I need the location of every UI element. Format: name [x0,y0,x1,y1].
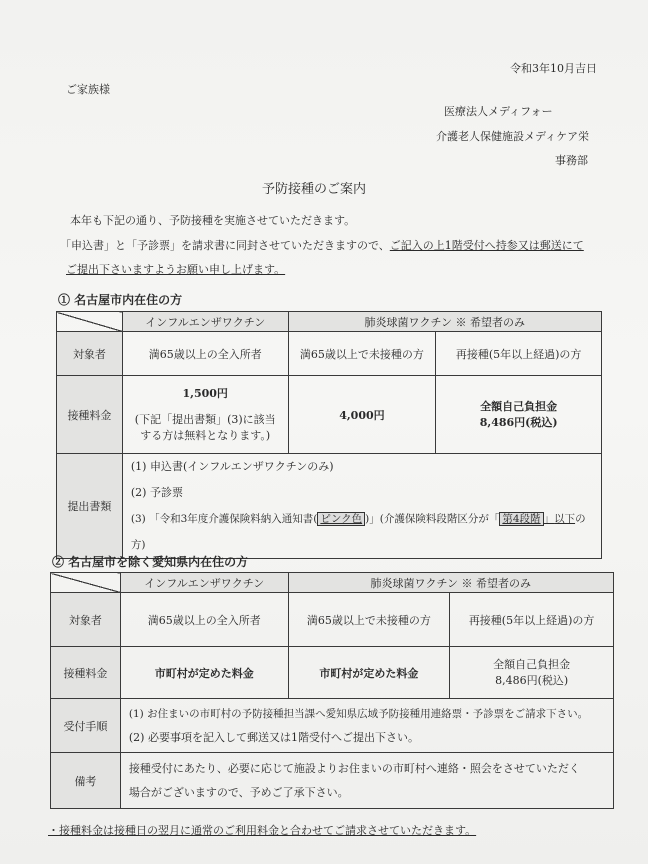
section1-header-row [57,312,602,332]
section2-fee-row [51,647,614,699]
docs-item-3-part-c: 」 [543,513,555,525]
sender-facility: 介護老人保健施設メディケア栄 [436,130,590,143]
section1-docs-row [57,454,602,559]
section2-target-flu: 満65歳以上の全入所者 [120,593,288,647]
section2-notes-text [120,753,613,809]
document-date: 令和3年10月吉日 [510,62,597,75]
section2-procedure-list [120,699,613,753]
section1-target-row [57,332,602,376]
section1-fee-pneumo-new: 4,000円 [288,376,436,454]
fee-self-pay-label: 全額自己負担金 [480,399,558,413]
docs-item-3-stage: 第4段階 [499,512,543,526]
procedure-item-2: (2) 必要事項を記入して郵送又は1階受付へご提出下さい。 [128,730,419,744]
section2-corner-cell [51,573,121,593]
intro-line-2 [60,237,584,253]
section2-fee-label: 接種料金 [51,647,121,699]
docs-item-3 [131,506,598,558]
fee-note-line-2: する方は無料となります。) [140,428,271,442]
fee-amount: 1,500円 [182,386,228,400]
section1-fee-label: 接種料金 [57,376,123,454]
docs-item-3-part-a: (3) 「令和3年度介護保険料納入通知書( [130,513,318,525]
procedure-item-1: (1) お住まいの市町村の予防接種担当課へ愛知県広域予防接種用連絡票・予診票をご請求下さい。 [128,707,589,720]
docs-item-3-part-e: の方) [130,513,586,551]
intro-line-3: ご提出下さいますようお願い申し上げます。 [66,263,286,276]
fee-self-pay-amount: 8,486円(税込) [495,673,569,687]
section1-fee-pneumo-repeat [436,376,602,454]
section1-table [56,311,602,559]
docs-item-1: (1) 申込書(インフルエンザワクチンのみ) [130,460,334,473]
section2-target-row [51,593,614,647]
section2-col-flu: インフルエンザワクチン [120,573,288,593]
section1-docs-list [122,454,601,559]
section1-corner-cell [57,312,123,332]
section1-target-pneumo-new: 満65歳以上で未接種の方 [288,332,436,376]
sender-department: 事務部 [555,154,588,167]
section1-docs-label: 提出書類 [57,454,123,559]
section2-procedure-row [51,699,614,753]
intro-line-1: 本年も下記の通り、予防接種を実施させていただきます。 [70,214,356,227]
section1-fee-flu [122,376,288,454]
section2-heading: ② 名古屋市を除く愛知県内在住の方 [52,555,249,569]
notes-line-1: 接種受付にあたり、必要に応じて施設よりお住まいの市町村へ連絡・照会をさせていただく [128,761,580,775]
section2-notes-label: 備考 [51,753,121,809]
fee-self-pay-label: 全額自己負担金 [493,657,571,671]
recipient: ご家族様 [66,83,110,96]
sender-corporation: 医療法人メディフォー [444,105,553,118]
section2-fee-flu: 市町村が定めた料金 [120,647,288,699]
section1-target-flu: 満65歳以上の全入所者 [122,332,288,376]
section2-fee-pneumo-repeat [450,647,614,699]
docs-item-3-pink: ピンク色 [317,512,365,526]
fee-self-pay-amount: 8,486円(税込) [479,415,558,429]
fee-note-line-1: (下記「提出書類」(3)に該当 [134,412,276,426]
section2-fee-pneumo-new: 市町村が定めた料金 [288,647,450,699]
intro-line-2-underlined: ご記入の上1階受付へ持参又は郵送にて [389,239,584,252]
notes-line-2: 場合がございますので、予めご了承下さい。 [128,785,349,799]
docs-item-2: (2) 予診票 [130,486,183,499]
section2-header-row [51,573,614,593]
document-title: 予防接種のご案内 [262,182,367,197]
section2-notes-row [51,753,614,809]
footer-note: ・接種料金は接種日の翌月に通常のご利用料金と合わせてご請求させていただきます。 [48,824,477,837]
section2-procedure-label: 受付手順 [51,699,121,753]
section1-target-label: 対象者 [57,332,123,376]
section1-target-pneumo-repeat: 再接種(5年以上経過)の方 [436,332,602,376]
docs-item-3-part-b: )」(介護保険料段階区分が「 [365,513,500,525]
docs-item-3-part-d: 以下 [554,513,576,525]
section1-heading: ① 名古屋市内在住の方 [58,293,183,307]
section1-fee-row [57,376,602,454]
section2-col-pneumo: 肺炎球菌ワクチン ※ 希望者のみ [288,573,613,593]
section1-col-flu: インフルエンザワクチン [122,312,288,332]
intro-line-2-plain: 「申込書」と「予診票」を請求書に同封させていただきますので、 [60,239,390,252]
section2-target-label: 対象者 [51,593,121,647]
section2-target-pneumo-repeat: 再接種(5年以上経過)の方 [450,593,614,647]
section2-target-pneumo-new: 満65歳以上で未接種の方 [288,593,450,647]
section1-col-pneumo: 肺炎球菌ワクチン ※ 希望者のみ [288,312,601,332]
section2-table [50,572,614,809]
